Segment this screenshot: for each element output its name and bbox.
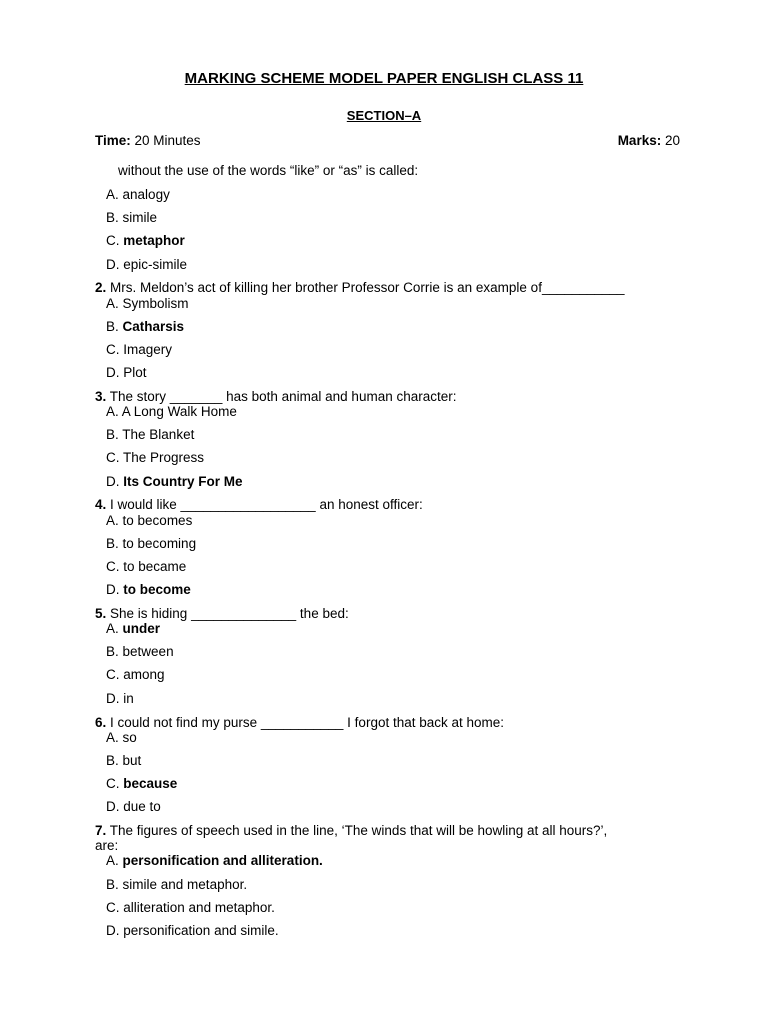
- option-letter: C.: [106, 450, 120, 465]
- option-text: but: [122, 753, 142, 768]
- correct-answer: personification and alliteration.: [122, 853, 323, 868]
- section-heading-text: SECTION–A: [346, 108, 422, 123]
- option-letter: C.: [106, 559, 120, 574]
- question-text: I would like __________________ an honest officer:: [106, 497, 423, 512]
- question-6-option-a: [106, 730, 137, 745]
- option-letter: B.: [106, 536, 119, 551]
- question-number: 5.: [95, 606, 107, 621]
- question-4-option-d: [106, 582, 191, 597]
- option-text: among: [123, 667, 165, 682]
- option-letter: C.: [106, 776, 120, 791]
- question-number: 7.: [95, 823, 107, 838]
- option-text: epic-simile: [123, 257, 188, 272]
- question-5-option-a: [106, 621, 160, 636]
- question-3-option-a: [106, 404, 237, 419]
- correct-answer: Catharsis: [122, 319, 185, 334]
- option-letter: C.: [106, 342, 120, 357]
- question-3-option-d: [106, 474, 243, 489]
- marks-info: [618, 133, 680, 148]
- question-text: The story _______ has both animal and human character:: [106, 389, 457, 404]
- option-text: analogy: [122, 187, 170, 202]
- question-7-stem-continued: are:: [95, 838, 119, 853]
- option-letter: B.: [106, 427, 119, 442]
- time-info: [95, 133, 201, 148]
- option-letter: D.: [106, 923, 120, 938]
- question-1-stem: without the use of the words “like” or “as” is called:: [118, 163, 419, 178]
- marks-label: Marks:: [617, 133, 662, 148]
- option-letter: A.: [106, 296, 119, 311]
- correct-answer: Its Country For Me: [123, 474, 243, 489]
- option-letter: D.: [106, 799, 120, 814]
- question-2-option-d: [106, 365, 147, 380]
- option-letter: A.: [106, 621, 119, 636]
- question-7-option-a: [106, 853, 323, 868]
- question-text: The figures of speech used in the line, ‘The winds that will be howling at all hours?’,: [106, 823, 608, 838]
- question-5-option-b: [106, 644, 174, 659]
- option-letter: B.: [106, 877, 119, 892]
- question-1-option-b: [106, 210, 157, 225]
- option-text: A Long Walk Home: [121, 404, 237, 419]
- question-4-stem: [95, 497, 423, 512]
- option-text: The Blanket: [122, 427, 195, 442]
- option-letter: D.: [106, 582, 120, 597]
- question-6-option-d: [106, 799, 161, 814]
- question-2-option-b: [106, 319, 184, 334]
- question-1-option-a: [106, 187, 170, 202]
- marks-value: 20: [661, 133, 680, 148]
- question-1-option-d: [106, 257, 187, 272]
- option-text: Symbolism: [122, 296, 189, 311]
- correct-answer: under: [122, 621, 161, 636]
- page-title: [0, 70, 768, 87]
- option-letter: A.: [106, 187, 119, 202]
- correct-answer: metaphor: [123, 233, 185, 248]
- option-text: personification and simile.: [123, 923, 279, 938]
- option-letter: A.: [106, 730, 119, 745]
- option-text: The Progress: [123, 450, 205, 465]
- option-letter: D.: [106, 365, 120, 380]
- option-letter: B.: [106, 753, 119, 768]
- option-letter: C.: [106, 900, 120, 915]
- option-text: simile and metaphor.: [122, 877, 248, 892]
- question-number: 2.: [95, 280, 107, 295]
- question-3-option-c: [106, 450, 204, 465]
- question-5-option-c: [106, 667, 165, 682]
- question-4-option-b: [106, 536, 196, 551]
- option-letter: B.: [106, 644, 119, 659]
- option-letter: A.: [106, 513, 119, 528]
- option-text: alliteration and metaphor.: [123, 900, 275, 915]
- question-7-stem: [95, 823, 607, 838]
- option-letter: D.: [106, 474, 120, 489]
- question-text: I could not find my purse ___________ I forgot that back at home:: [106, 715, 505, 730]
- question-5-stem: [95, 606, 349, 621]
- question-7-option-b: [106, 877, 247, 892]
- question-3-stem: [95, 389, 457, 404]
- option-text: so: [122, 730, 137, 745]
- option-letter: D.: [106, 257, 120, 272]
- question-2-stem: [95, 280, 625, 295]
- option-text: to becoming: [122, 536, 197, 551]
- option-text: simile: [122, 210, 158, 225]
- question-2-option-c: [106, 342, 172, 357]
- option-letter: A.: [106, 404, 119, 419]
- question-5-option-d: [106, 691, 134, 706]
- option-letter: B.: [106, 319, 119, 334]
- question-1-option-c: [106, 233, 185, 248]
- option-letter: C.: [106, 233, 120, 248]
- question-4-option-c: [106, 559, 186, 574]
- question-text: She is hiding ______________ the bed:: [106, 606, 349, 621]
- option-letter: C.: [106, 667, 120, 682]
- option-letter: B.: [106, 210, 119, 225]
- question-6-option-c: [106, 776, 177, 791]
- option-text: Imagery: [123, 342, 173, 357]
- question-4-option-a: [106, 513, 192, 528]
- question-6-stem: [95, 715, 504, 730]
- option-text: in: [123, 691, 134, 706]
- question-number: 6.: [95, 715, 107, 730]
- question-number: 4.: [95, 497, 107, 512]
- question-text: Mrs. Meldon’s act of killing her brother Professor Corrie is an example of___________: [106, 280, 625, 295]
- question-6-option-b: [106, 753, 141, 768]
- option-text: due to: [123, 799, 161, 814]
- option-text: between: [122, 644, 174, 659]
- option-letter: A.: [106, 853, 119, 868]
- page-title-text: MARKING SCHEME MODEL PAPER ENGLISH CLASS 11: [184, 70, 584, 87]
- question-2-option-a: [106, 296, 189, 311]
- question-3-option-b: [106, 427, 194, 442]
- option-text: Plot: [123, 365, 147, 380]
- time-label: Time:: [95, 133, 131, 148]
- time-value: 20 Minutes: [130, 133, 201, 148]
- question-7-option-c: [106, 900, 275, 915]
- question-number: 3.: [95, 389, 107, 404]
- correct-answer: because: [123, 776, 178, 791]
- question-7-option-d: [106, 923, 279, 938]
- option-letter: D.: [106, 691, 120, 706]
- option-text: to becomes: [122, 513, 193, 528]
- option-text: to became: [123, 559, 187, 574]
- section-heading: [0, 108, 768, 123]
- correct-answer: to become: [123, 582, 191, 597]
